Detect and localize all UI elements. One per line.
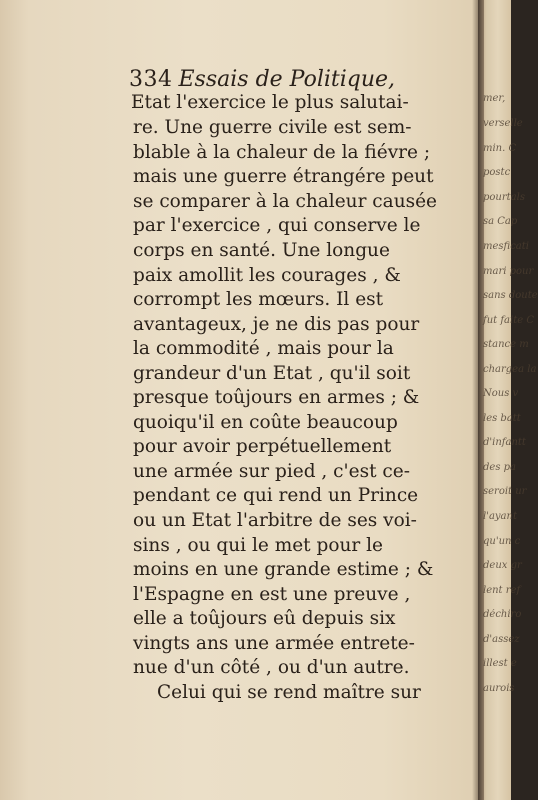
facing-page-fragment: seroit ur [483, 486, 527, 497]
facing-page-fragment: stance m [483, 339, 529, 350]
page-number: 334 [129, 67, 173, 92]
body-line: quoiqu'il en coûte beaucoup [133, 412, 398, 433]
body-line: sins , ou qui le met pour le [133, 535, 383, 556]
body-line: corrompt les mœurs. Il est [133, 289, 384, 310]
facing-page-fragment: postc [483, 167, 511, 178]
facing-page-fragment: aurois [483, 683, 515, 694]
facing-page-fragment: d'infantt [483, 437, 526, 448]
body-line: vingts ans une armée entrete- [133, 633, 415, 654]
facing-page-fragment: l'ayant [483, 511, 517, 522]
body-line: se comparer à la chaleur causée [133, 191, 437, 212]
body-line: ou un Etat l'arbitre de ses voi- [133, 510, 417, 531]
facing-page-fragment: lent ref [483, 585, 521, 596]
body-line: mais une guerre étrangére peut [133, 166, 434, 187]
body-line: presque toûjours en armes ; & [133, 387, 420, 408]
body-line: par l'exercice , qui conserve le [133, 215, 421, 236]
body-line: re. Une guerre civile est sem- [133, 117, 412, 138]
body-line: avantageux, je ne dis pas pour [133, 314, 420, 335]
body-line: grandeur d'un Etat , qu'il soit [133, 363, 411, 384]
body-line: une armée sur pied , c'est ce- [133, 461, 410, 482]
running-title: Essais de Politique, [178, 67, 396, 92]
facing-page-fragment: les batt [483, 413, 521, 424]
facing-page-fragment: pourtals [483, 192, 525, 203]
facing-page-fragment: fut faite C [483, 315, 534, 326]
facing-page-fragment: sans doute [483, 290, 538, 301]
facing-page-fragment: deux gr [483, 560, 522, 571]
facing-page-fragment: des pa [483, 462, 516, 473]
facing-page-fragment: d'assez [483, 634, 520, 645]
body-line: corps en santé. Une longue [133, 240, 390, 261]
page-header [129, 66, 429, 94]
body-line: blable à la chaleur de la fiévre ; [133, 142, 431, 163]
body-line: paix amollit les courages , & [133, 265, 401, 286]
body-line: elle a toûjours eû depuis six [133, 608, 396, 629]
body-line: pendant ce qui rend un Prince [133, 485, 419, 506]
facing-page-fragment: illest e [483, 658, 517, 669]
facing-page-fragment: chargea la [483, 364, 537, 375]
facing-page-fragment: Nous v [483, 388, 519, 399]
body-line: l'Espagne en est une preuve , [133, 584, 411, 605]
facing-page-fragment: qu'un c [483, 536, 521, 547]
body-line: Celui qui se rend maître sur [157, 682, 421, 703]
body-line: nue d'un côté , ou d'un autre. [133, 657, 410, 678]
facing-page-fragment: déchiro [483, 609, 522, 620]
body-line: pour avoir perpétuellement [133, 436, 392, 457]
facing-page-fragment: mer, [483, 93, 506, 104]
body-line: moins en une grande estime ; & [133, 559, 434, 580]
facing-page-fragment: verselle [483, 118, 523, 129]
facing-page-fragment: mesficati [483, 241, 529, 252]
body-line: la commodité , mais pour la [133, 338, 394, 359]
body-line: Etat l'exercice le plus salutai- [131, 92, 409, 113]
facing-page-fragment: sa Cap [483, 216, 518, 227]
facing-page-fragment: min. C [483, 143, 517, 154]
facing-page-fragment: mari pour [483, 266, 534, 277]
